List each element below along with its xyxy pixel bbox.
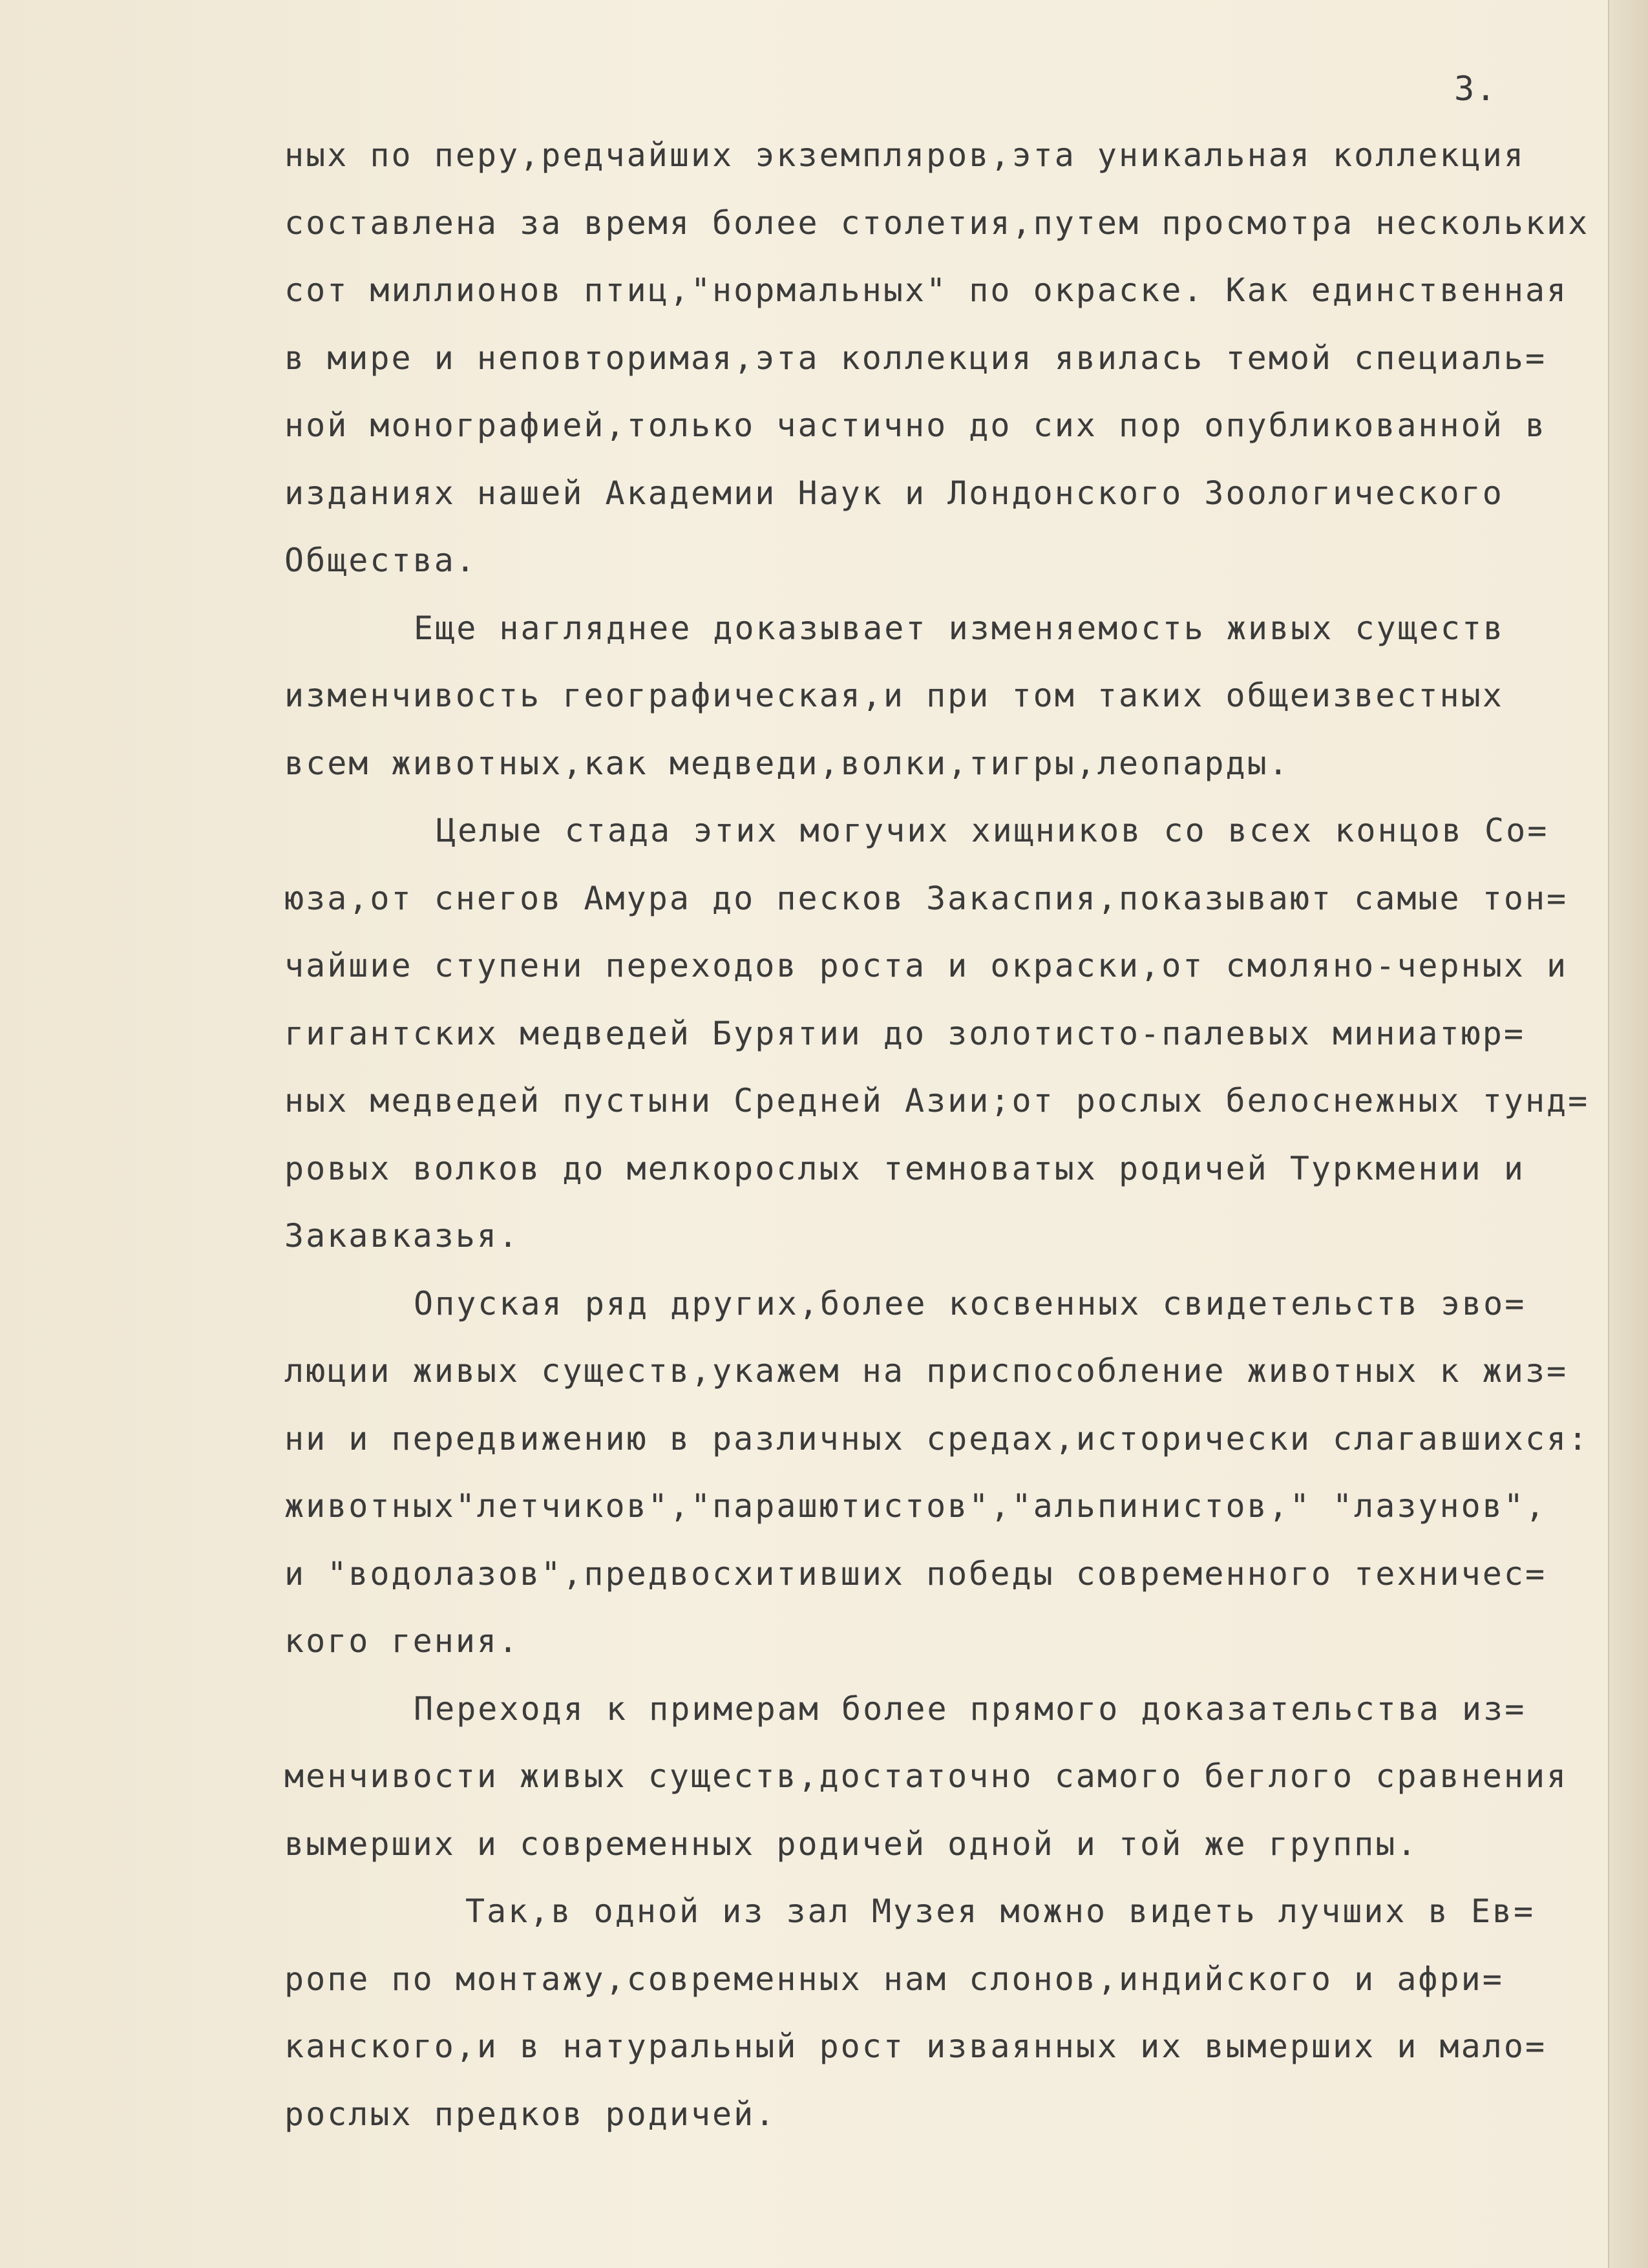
text-line: сот миллионов птиц,"нормальных" по окраске. Как единственная — [284, 271, 1569, 309]
text-line: изменчивость географическая,и при том таких общеизвестных — [284, 677, 1504, 714]
text-line: животных"летчиков","парашютистов","альпинистов," "лазунов", — [284, 1487, 1547, 1525]
text-line: вымерших и современных родичей одной и той же группы. — [284, 1825, 1419, 1863]
text-line: составлена за время более столетия,путем просмотра нескольких — [284, 204, 1590, 242]
text-line: ной монографией,только частично до сих пор опубликованной в — [284, 407, 1547, 444]
text-line: ровых волков до мелкорослых темноватых родичей Туркмении и — [284, 1149, 1525, 1187]
text-line: в мире и неповторимая,эта коллекция явилась темой специаль= — [284, 339, 1547, 377]
text-line: рослых предков родичей. — [284, 2095, 777, 2133]
text-line: ни и передвижению в различных средах,исторически слагавшихся: — [284, 1419, 1590, 1457]
text-line: канского,и в натуральный рост изваянных их вымерших и мало= — [284, 2028, 1547, 2065]
text-line: чайшие ступени переходов роста и окраски,от смоляно-черных и — [284, 947, 1569, 984]
text-line: Переходя к примерам более прямого доказательства из= — [414, 1690, 1527, 1728]
text-line: юза,от снегов Амура до песков Закаспия,показывают самые тон= — [284, 879, 1569, 917]
text-line: изданиях нашей Академии Наук и Лондонского Зоологического — [284, 474, 1504, 512]
page-edge — [1608, 0, 1648, 2268]
text-line: гигантских медведей Бурятии до золотисто-палевых миниатюр= — [284, 1014, 1525, 1052]
typewritten-text — [284, 122, 1590, 2148]
text-line: кого гения. — [284, 1622, 520, 1660]
text-line: и "водолазов",предвосхитивших победы современного техничес= — [284, 1554, 1547, 1593]
text-line: Так,в одной из зал Музея можно видеть лучших в Ев= — [465, 1892, 1536, 1930]
text-line: ных по перу,редчайших экземпляров,эта уникальная коллекция — [284, 136, 1525, 174]
text-line: Еще нагляднее доказывает изменяемость живых существ — [414, 609, 1505, 647]
text-line: Закавказья. — [284, 1217, 520, 1255]
text-line: Опуская ряд других,более косвенных свидетельств эво= — [414, 1284, 1527, 1322]
text-line: ропе по монтажу,современных нам слонов,индийского и афри= — [284, 1960, 1504, 1998]
text-line: Общества. — [284, 542, 477, 579]
text-line: Целые стада этих могучих хищников со всех концов Со= — [436, 812, 1549, 849]
text-line: люции живых существ,укажем на приспособление животных к жиз= — [284, 1352, 1569, 1390]
text-line: ных медведей пустыни Средней Азии;от рослых белоснежных тунд= — [284, 1082, 1590, 1119]
text-line: всем животных,как медведи,волки,тигры,леопарды. — [284, 744, 1290, 782]
text-line: менчивости живых существ,достаточно самого беглого сравнения — [284, 1757, 1569, 1795]
page-number: 3. — [1454, 70, 1497, 109]
